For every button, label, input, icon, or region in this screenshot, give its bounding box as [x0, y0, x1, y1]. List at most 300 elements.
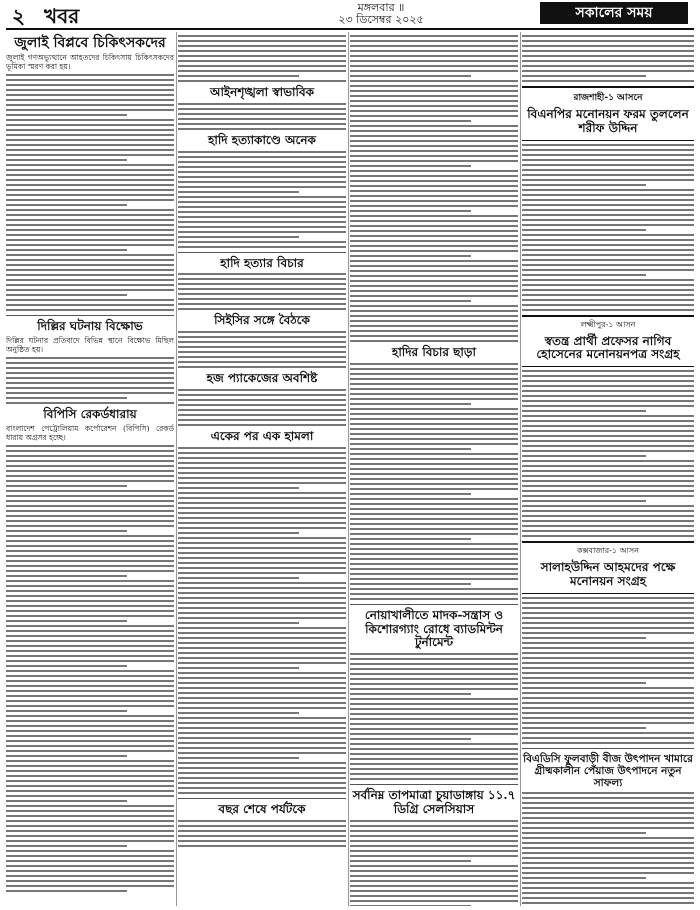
headline: সালাহউদ্দিন আহমদের পক্ষে মনোনয়ন সংগ্রহ — [540, 560, 676, 588]
text-line — [6, 214, 174, 216]
text-line — [6, 680, 174, 682]
text-line — [178, 667, 299, 669]
text-line — [6, 635, 174, 637]
text-line — [522, 289, 694, 291]
text-line — [178, 156, 346, 158]
text-line — [178, 547, 346, 549]
text-line — [6, 184, 174, 186]
text-line — [178, 409, 346, 411]
column-divider — [520, 32, 521, 906]
text-line — [6, 470, 174, 472]
text-line — [6, 520, 174, 522]
text-line — [522, 470, 694, 472]
text-line — [522, 822, 694, 824]
text-line — [522, 612, 694, 614]
text-line — [522, 460, 694, 462]
text-line — [522, 304, 694, 306]
text-line — [522, 642, 694, 644]
text-line — [178, 642, 346, 644]
headline: নোয়াখালীতে মাদক-সন্ত্রাস ও কিশোরগ্যাং রোধে ব্যাডমিন্টন টুর্নামেন্ট — [364, 607, 504, 650]
text-line — [6, 480, 174, 482]
text-line — [522, 400, 694, 402]
text-line — [6, 224, 174, 226]
text-line — [350, 125, 518, 127]
text-line — [6, 690, 174, 692]
text-line — [6, 835, 174, 837]
newspaper-logo: সকালের সময় — [540, 2, 688, 24]
text-line — [6, 805, 174, 807]
text-line — [178, 206, 346, 208]
text-line — [350, 205, 518, 207]
text-line — [6, 500, 174, 502]
text-line — [522, 802, 694, 804]
text-line — [178, 537, 346, 539]
text-line — [350, 378, 518, 380]
text-line — [6, 362, 174, 364]
text-line — [522, 269, 694, 271]
text-line — [350, 468, 518, 470]
text-line — [350, 373, 518, 375]
text-line — [6, 750, 174, 752]
text-line — [350, 538, 471, 540]
section-title: খবর — [44, 4, 80, 28]
text-line — [350, 110, 518, 112]
text-line — [522, 687, 694, 689]
text-line — [178, 351, 346, 353]
text-line — [350, 368, 518, 370]
text-line — [6, 209, 174, 211]
text-line — [350, 558, 518, 560]
text-line — [350, 503, 518, 505]
text-line — [350, 200, 518, 202]
text-line — [350, 115, 518, 117]
text-line — [178, 424, 346, 426]
text-line — [350, 235, 518, 237]
text-line — [350, 568, 518, 570]
text-line — [350, 40, 518, 42]
text-line — [350, 60, 518, 62]
text-line — [350, 473, 518, 475]
text-line — [6, 600, 174, 602]
text-line — [178, 502, 346, 504]
text-line — [522, 445, 694, 447]
columns — [6, 32, 694, 906]
text-line — [178, 697, 346, 699]
text-line — [522, 697, 694, 699]
text-line — [522, 662, 694, 664]
page-number: ২ — [12, 4, 26, 28]
text-line — [350, 583, 471, 585]
text-line — [6, 134, 174, 136]
text-line — [6, 780, 174, 782]
text-line — [6, 387, 174, 389]
issue-date — [326, 2, 436, 26]
text-line — [178, 128, 346, 130]
text-line — [6, 372, 174, 374]
text-line — [350, 548, 518, 550]
text-line — [522, 189, 694, 191]
text-line — [350, 850, 518, 852]
text-line — [350, 885, 518, 887]
text-line — [6, 357, 174, 359]
text-line — [522, 75, 646, 77]
text-line — [350, 130, 518, 132]
text-line — [178, 293, 346, 295]
text-line — [178, 278, 346, 280]
text-line — [6, 815, 174, 817]
text-line — [6, 755, 127, 757]
text-line — [178, 792, 346, 794]
text-line — [522, 375, 694, 377]
text-line — [178, 507, 346, 509]
text-line — [522, 380, 694, 382]
text-line — [178, 517, 346, 519]
text-line — [350, 105, 518, 107]
text-line — [6, 530, 127, 532]
text-line — [178, 657, 346, 659]
text-line — [350, 65, 518, 67]
text-line — [350, 250, 518, 252]
text-line — [350, 673, 518, 675]
text-line — [522, 632, 694, 634]
text-line — [350, 320, 518, 322]
text-line — [350, 588, 518, 590]
text-line — [350, 285, 518, 287]
article-body — [522, 144, 694, 311]
text-line — [6, 495, 174, 497]
text-line — [6, 565, 174, 567]
text-line — [6, 705, 174, 707]
text-line — [522, 535, 694, 537]
text-line — [6, 367, 174, 369]
column-1 — [6, 32, 174, 906]
text-line — [350, 865, 518, 867]
article-body — [522, 370, 694, 537]
text-line — [6, 730, 174, 732]
text-line — [350, 240, 518, 242]
text-line — [522, 797, 694, 799]
text-line — [522, 440, 694, 442]
text-line — [350, 713, 518, 715]
text-line — [178, 394, 346, 396]
text-line — [6, 840, 174, 842]
text-line — [522, 847, 694, 849]
column-divider — [176, 32, 177, 906]
text-line — [350, 840, 518, 842]
text-line — [350, 190, 518, 192]
text-line — [6, 870, 174, 872]
text-line — [350, 255, 471, 257]
text-line — [522, 279, 694, 281]
text-line — [6, 289, 174, 291]
text-line — [522, 887, 694, 889]
text-line — [350, 728, 518, 730]
text-line — [6, 665, 127, 667]
text-line — [350, 195, 518, 197]
text-line — [6, 560, 174, 562]
text-line — [6, 880, 174, 882]
text-line — [522, 652, 694, 654]
text-line — [6, 129, 174, 131]
text-line — [178, 727, 346, 729]
text-line — [350, 210, 471, 212]
text-line — [350, 683, 518, 685]
text-line — [350, 383, 518, 385]
text-line — [178, 692, 346, 694]
text-line — [522, 294, 694, 296]
text-line — [350, 820, 518, 822]
text-line — [178, 820, 346, 822]
text-line — [350, 778, 518, 780]
text-line — [6, 199, 174, 201]
text-line — [522, 475, 694, 477]
text-line — [6, 795, 174, 797]
text-line — [178, 532, 299, 534]
text-line — [522, 405, 694, 407]
text-line — [522, 877, 646, 879]
text-line — [178, 221, 346, 223]
text-line — [6, 119, 174, 121]
text-line — [350, 855, 518, 857]
text-line — [350, 653, 518, 655]
headline: সিইসির সঙ্গে বৈঠকে — [214, 313, 310, 328]
article-body — [350, 820, 518, 906]
text-line — [522, 490, 694, 492]
text-line — [350, 315, 518, 317]
text-line — [522, 65, 694, 67]
text-line — [6, 490, 174, 492]
text-line — [522, 722, 694, 724]
text-line — [522, 264, 694, 266]
text-line — [178, 840, 346, 842]
text-line — [522, 239, 694, 241]
text-line — [522, 164, 694, 166]
text-line — [178, 627, 346, 629]
text-line — [178, 201, 346, 203]
text-line — [350, 718, 518, 720]
text-line — [178, 308, 346, 310]
text-line — [350, 170, 518, 172]
text-line — [522, 395, 694, 397]
text-line — [522, 60, 694, 62]
text-line — [178, 123, 346, 125]
constituency-label: কক্সবাজার-১ আসন — [577, 546, 639, 556]
text-line — [6, 505, 174, 507]
text-line — [178, 181, 346, 183]
text-line — [6, 309, 174, 311]
text-line — [350, 305, 518, 307]
text-line — [350, 658, 518, 660]
text-line — [350, 265, 518, 267]
article-body — [6, 445, 174, 892]
text-line — [6, 525, 174, 527]
text-line — [178, 236, 299, 238]
text-line — [178, 742, 346, 744]
text-line — [178, 597, 346, 599]
text-line — [522, 530, 694, 532]
text-line — [522, 857, 694, 859]
text-line — [522, 159, 694, 161]
text-line — [350, 275, 518, 277]
text-line — [178, 171, 346, 173]
text-line — [178, 512, 346, 514]
text-line — [178, 447, 346, 449]
text-line — [6, 575, 127, 577]
text-line — [350, 215, 518, 217]
text-line — [6, 670, 174, 672]
text-line — [6, 685, 174, 687]
text-line — [178, 60, 346, 62]
text-line — [522, 385, 694, 387]
text-line — [522, 817, 694, 819]
text-line — [178, 497, 346, 499]
text-line — [6, 304, 174, 306]
text-line — [178, 647, 346, 649]
text-line — [350, 55, 518, 57]
text-line — [178, 331, 346, 333]
text-line — [6, 640, 174, 642]
text-line — [6, 174, 174, 176]
text-line — [178, 176, 346, 178]
text-line — [350, 280, 518, 282]
text-line — [350, 825, 518, 827]
text-line — [522, 842, 694, 844]
text-line — [350, 100, 518, 102]
article-snippet: জুলাই গণঅভ্যুত্থানে আহতদের চিকিৎসায় চিকিৎসকদের ভূমিকা স্মরণ করা হয়। — [6, 53, 174, 72]
text-line — [178, 108, 346, 110]
headline: বছর শেষে পর্যটকে — [218, 801, 306, 816]
text-line — [6, 284, 174, 286]
text-line — [6, 545, 174, 547]
text-line — [178, 404, 346, 406]
headline: হাদির বিচার ছাড়া — [392, 345, 476, 359]
text-line — [350, 723, 518, 725]
headline: একের পর এক হামলা — [210, 428, 314, 443]
text-line — [350, 290, 518, 292]
text-line — [6, 800, 127, 802]
text-line — [178, 70, 346, 72]
text-line — [350, 453, 518, 455]
text-line — [350, 340, 518, 342]
text-line — [522, 234, 694, 236]
text-line — [6, 655, 174, 657]
text-line — [178, 542, 346, 544]
text-line — [178, 399, 346, 401]
text-line — [350, 185, 518, 187]
text-line — [350, 85, 518, 87]
text-line — [178, 732, 346, 734]
text-line — [6, 610, 174, 612]
text-line — [350, 593, 518, 595]
text-line — [350, 418, 518, 420]
text-line — [350, 523, 518, 525]
text-line — [6, 274, 174, 276]
headline: দিল্লির ঘটনায় বিক্ষোভ — [37, 319, 143, 334]
text-line — [178, 522, 346, 524]
text-line — [178, 336, 346, 338]
text-line — [178, 226, 346, 228]
text-line — [350, 180, 518, 182]
text-line — [178, 211, 346, 213]
text-line — [350, 573, 518, 575]
text-line — [178, 677, 346, 679]
text-line — [350, 768, 518, 770]
text-line — [522, 862, 694, 864]
text-line — [6, 735, 174, 737]
text-line — [178, 283, 346, 285]
text-line — [350, 463, 518, 465]
text-line — [350, 738, 471, 740]
text-line — [522, 717, 694, 719]
text-line — [350, 488, 518, 490]
text-line — [522, 667, 694, 669]
text-line — [178, 467, 346, 469]
text-line — [6, 124, 174, 126]
text-line — [350, 295, 518, 297]
text-line — [350, 175, 518, 177]
text-line — [6, 485, 127, 487]
text-line — [178, 482, 346, 484]
text-line — [6, 89, 174, 91]
text-line — [6, 79, 174, 81]
text-line — [350, 408, 518, 410]
text-line — [6, 845, 127, 847]
headline: আইনশৃঙ্খলা স্বাভাবিক — [209, 85, 315, 99]
text-line — [6, 570, 174, 572]
column-2 — [178, 32, 346, 906]
text-line — [350, 45, 518, 47]
text-line — [6, 515, 174, 517]
headline: জুলাই বিপ্লবে চিকিৎসকদের — [14, 35, 166, 51]
text-line — [350, 880, 518, 882]
text-line — [178, 835, 346, 837]
text-line — [522, 807, 694, 809]
text-line — [6, 154, 174, 156]
text-line — [178, 637, 346, 639]
text-line — [522, 525, 694, 527]
text-line — [6, 590, 174, 592]
text-line — [522, 872, 694, 874]
text-line — [6, 865, 174, 867]
text-line — [178, 552, 346, 554]
text-line — [522, 520, 694, 522]
text-line — [178, 35, 346, 37]
text-line — [522, 224, 694, 226]
text-line — [6, 555, 174, 557]
text-line — [6, 710, 127, 712]
text-line — [178, 389, 346, 391]
text-line — [350, 905, 471, 906]
text-line — [350, 220, 518, 222]
text-line — [178, 747, 346, 749]
text-line — [6, 860, 174, 862]
text-line — [522, 707, 694, 709]
text-line — [522, 597, 694, 599]
text-line — [178, 288, 346, 290]
text-line — [350, 458, 518, 460]
text-line — [6, 510, 174, 512]
text-line — [350, 155, 518, 157]
text-line — [6, 725, 174, 727]
text-line — [178, 607, 346, 609]
text-line — [6, 94, 174, 96]
text-line — [178, 452, 346, 454]
text-line — [522, 184, 646, 186]
text-line — [522, 505, 694, 507]
text-line — [350, 678, 518, 680]
column-4 — [522, 32, 694, 906]
text-line — [522, 450, 694, 452]
